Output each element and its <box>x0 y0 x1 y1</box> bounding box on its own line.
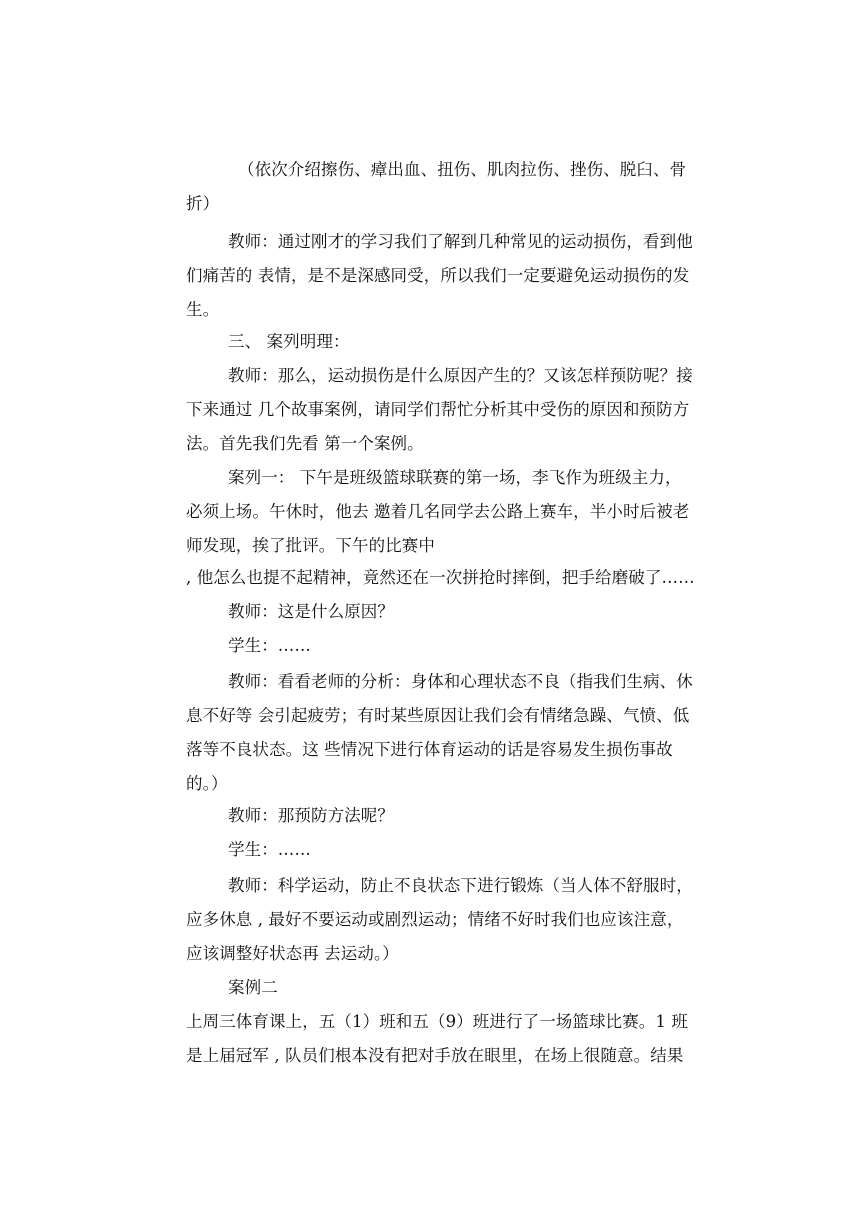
paragraph-line: , 他怎么也提不起精神，竟然还在一次拼抢时摔倒，把手给磨破了…… <box>186 568 695 587</box>
paragraph-line: 教师：那预防方法呢？ <box>228 806 394 825</box>
section-heading: 三、 案列明理： <box>228 332 350 351</box>
paragraph-line: 们痛苦的 表情，是不是深感同受，所以我们一定要避免运动损伤的发 <box>186 266 690 285</box>
paragraph-line: 上周三体育课上，五（1）班和五（9）班进行了一场篮球比赛。1 班 <box>186 1012 688 1031</box>
paragraph-line: 折） <box>186 194 220 213</box>
paragraph-line: （依次介绍擦伤、瘴出血、扭伤、肌肉拉伤、挫伤、脱臼、骨 <box>238 160 687 179</box>
paragraph-line: 生。 <box>186 300 220 319</box>
paragraph-line: 必须上场。午休时，他去 邀着几名同学去公路上赛车，半小时后被老 <box>186 502 690 521</box>
paragraph-line: 教师：看看老师的分析：身体和心理状态不良（指我们生病、休 <box>228 672 693 691</box>
paragraph-line: 教师：这是什么原因？ <box>228 602 394 621</box>
paragraph-line: 的。） <box>186 774 228 793</box>
paragraph-line: 下来通过 几个故事案例，请同学们帮忙分析其中受伤的原因和预防方 <box>186 400 690 419</box>
paragraph-line: 教师：科学运动，防止不良状态下进行锻炼（当人体不舒服时， <box>228 876 693 895</box>
paragraph-line: 应该调整好状态再 去运动。） <box>186 944 399 963</box>
paragraph-line: 学生：…… <box>228 636 311 655</box>
paragraph-line: 应多休息 , 最好不要运动或剧烈运动；情绪不好时我们也应该注意， <box>186 910 684 929</box>
section-heading: 案例二 <box>228 978 278 997</box>
paragraph-line: 教师：那么，运动损伤是什么原因产生的？又该怎样预防呢？接 <box>228 366 693 385</box>
paragraph-line: 落等不良状态。这 些情况下进行体育运动的话是容易发生损伤事故 <box>186 740 673 759</box>
paragraph-line: 学生：…… <box>228 840 311 859</box>
paragraph-line: 息不好等 会引起疲劳；有时某些原因让我们会有情绪急躁、气愤、低 <box>186 706 690 725</box>
paragraph-line: 师发现，挨了批评。下午的比赛中 <box>186 536 435 555</box>
paragraph-line: 案列一： 下午是班级篮球联赛的第一场，李飞作为班级主力， <box>228 468 682 487</box>
paragraph-line: 教师：通过刚才的学习我们了解到几种常见的运动损伤，看到他 <box>228 232 693 251</box>
paragraph-line: 法。首先我们先看 第一个案例。 <box>186 434 424 453</box>
paragraph-line: 是上届冠军 , 队员们根本没有把对手放在眼里，在场上很随意。结果 <box>186 1046 684 1065</box>
